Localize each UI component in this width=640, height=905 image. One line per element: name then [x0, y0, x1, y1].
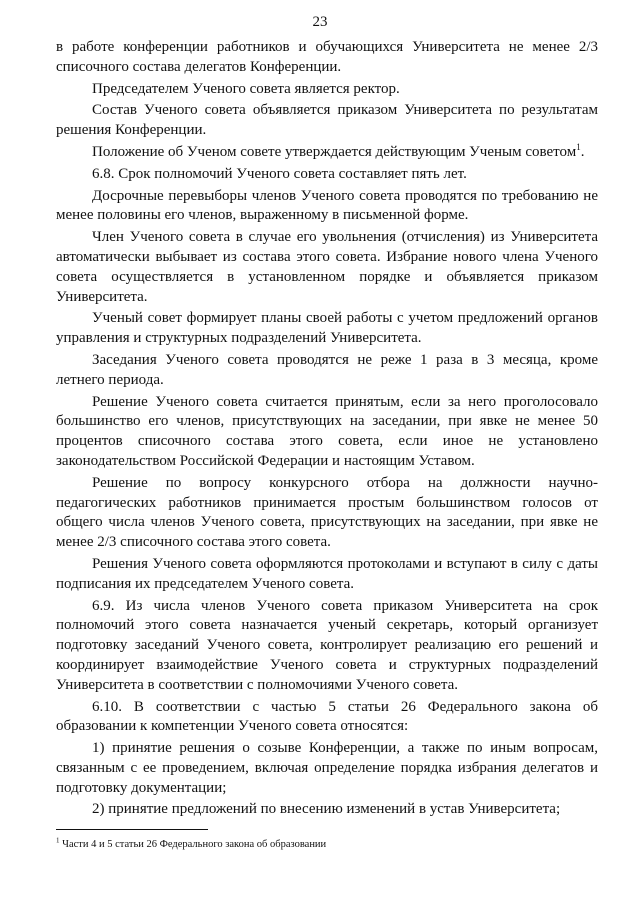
document-body	[56, 38, 598, 820]
paragraph-decision-quorum: Решение Ученого совета считается принятым, если за него проголосовало большинство его членов, присутствующих на заседании, при явке не менее 50 процентов списочного состава этого совета, если иное не установлено законодательством Российской Федерации и настоящим Уставом.	[56, 393, 598, 469]
page-number: 23	[312, 14, 328, 30]
clause-6-8: 6.8. Срок полномочий Ученого совета составляет пять лет.	[92, 165, 467, 182]
paragraph-council-regulation	[56, 143, 598, 163]
footnote-marker: 1	[56, 836, 60, 845]
clause-6-10: 6.10. В соответствии с частью 5 статьи 26 Федерального закона об образовании к компетенции Ученого совета относятся:	[56, 698, 598, 735]
paragraph-work-plans: Ученый совет формирует планы своей работы с учетом предложений органов управления и структурных подразделений Университета.	[56, 310, 598, 347]
paragraph-council-regulation-text: Положение об Ученом совете утверждается действующим Ученым советом	[92, 143, 577, 160]
footnote-reference[interactable]: 1	[576, 141, 581, 152]
paragraph-meetings: Заседания Ученого совета проводятся не реже 1 раза в 3 месяца, кроме летнего периода.	[56, 351, 598, 388]
paragraph-competitive-selection: Решение по вопросу конкурсного отбора на должности научно-педагогических работников принимается простым большинством голосов от общего числа членов Ученого совета, присутствующих на заседании, при явке не менее 2/3 списочного состава этого совета.	[56, 474, 598, 551]
clause-6-9: 6.9. Из числа членов Ученого совета приказом Университета на срок полномочий этого совета назначается ученый секретарь, который организует подготовку заседаний Ученого совета, контролирует реализацию его решений и координирует взаимодействие Ученого совета и структурных подразделений Университета в соответствии с полномочиями Ученого совета.	[56, 597, 598, 693]
footnote-divider	[56, 829, 208, 830]
paragraph-council-regulation-tail: .	[580, 143, 585, 160]
paragraph-early-reelection: Досрочные перевыборы членов Ученого совета проводятся по требованию не менее половины его членов, выраженному в письменной форме.	[56, 187, 598, 224]
paragraph-member-dismissal: Член Ученого совета в случае его увольнения (отчисления) из Университета автоматически выбывает из состава этого совета. Избрание нового члена Ученого совета осуществляется в установленном порядке и объявляется приказом Университета.	[56, 229, 598, 305]
footnote-text: Части 4 и 5 статьи 26 Федерального закона об образовании	[62, 839, 327, 850]
footnote	[56, 838, 598, 851]
paragraph-decision-protocols: Решения Ученого совета оформляются протоколами и вступают в силу с даты подписания их председателем Ученого совета.	[56, 555, 598, 592]
list-item-1: 1) принятие решения о созыве Конференции, а также по иным вопросам, связанным с ее проведением, включая определение порядка избрания делегатов и подготовку документации;	[56, 740, 598, 796]
paragraph-continuation: в работе конференции работников и обучающихся Университета не менее 2/3 списочного состава делегатов Конференции.	[56, 39, 598, 75]
paragraph-chairman: Председателем Ученого совета является ректор.	[92, 80, 400, 97]
list-item-2: 2) принятие предложений по внесению изменений в устав Университета;	[92, 801, 561, 818]
paragraph-council-composition: Состав Ученого совета объявляется приказом Университета по результатам решения Конференции.	[56, 102, 598, 139]
